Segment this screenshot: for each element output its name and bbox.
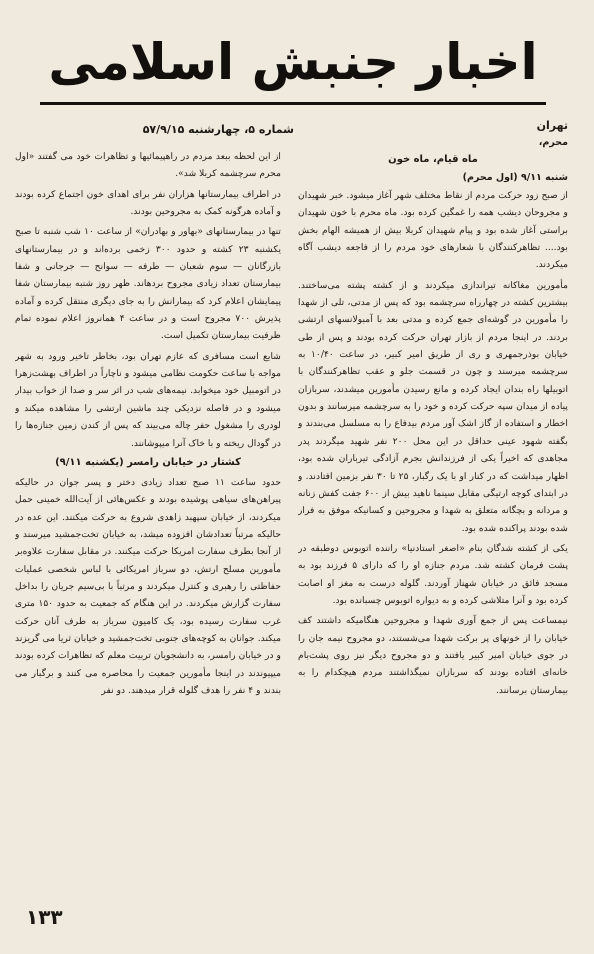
left-column (15, 148, 281, 900)
paragraph: از صبح زود حرکت مردم از نقاط مختلف شهر آغاز میشود. خبر شهیدان و مجروحان دیشب همه را غمگین کرده بود. ماه محرم با خون شهیدان براستی آغاز شده بود و پیام شهیدان کربلا بیش از همیشه الهام بخش بود.... تظاهرکنندگان با شعارهای خود مردم را از فاجعه دیشب آگاه میکردند. (298, 190, 568, 271)
paragraph: مأمورین مغاکانه تیراندازی میکردند و از کشته پشته می‌ساختند. بیشترین کشته در چهارراه سرچشمه بود که پس از مدتی، تلی از شهدا را مأمورین در گوشه‌ای جمع کرده و مدتی بعد با آمبولانسهای ارتشی بردند. در اینجا مردم از بازار تهران حرکت کرده بودند و پس از طی خیابان بوذرجمهری و ری از طریق امیر کبیر، در ساعت ۱۰/۴۰ به سرچشمه میرسند و چون در قسمت جلو و عقب تظاهرکنندگان با اتوبیلها راه بندان ایجاد کرده و مانع رسیدن مأمورین میشدند، سربازان پیاده از میدان سپه حرکت کرده و خود را به سرچشمه میرسانند و بدون اخطار و استفاده از گاز اشک آور مردم بیدفاع را به مسلسل می‌بندند و بگفته شهود عینی حداقل در این محل ۲۰۰ نفر شهید میگردند پدر مجاهدی که اخیراً یکی از فرزندانش بجرم آزادگی تیرباران شده بود، اظهار میداشت که در کنار او با یک رگبار، ۲۵ تا ۳۰ نفر بزمین افتادند. و در ابتدای کوچه ارتیگی مقابل سینما ناهید بیش از ۶۰۰ جفت کفش زنانه و مردانه و بچگانه متعلق به شهدا و مجروحین و کسانیکه موفق به فرار شده بودند پراکنده شده بود. (298, 279, 568, 534)
dateline: تهران (536, 119, 568, 132)
date-line: شنبه ۹/۱۱ (اول محرم) (462, 172, 568, 183)
paragraph: از این لحظه ببعد مردم در راهپیمائیها و تظاهرات خود می گفتند «اول محرم سرچشمه کربلا شد». (15, 151, 281, 180)
paragraph: شایع است مسافری که عازم تهران بود، بخاطر تاخیر ورود به شهر مواجه با ساعت حکومت نظامی میشود و ناچاراً در اطراف بهشت‌زهرا در اتومبیل خود میخوابد. نیمه‌های شب در اثر سر و صدا از خواب بیدار میشود و در فاصله نزدیکی چند ماشین ارتشی را مشاهده میکند و لودری را مشغول حفر چاله می‌بیند که پس از کندن زمین جنازه‌ها را در گودال ریخته و با خاک آنرا میپوشانند. (15, 350, 281, 449)
subline: محرم، (538, 137, 568, 148)
issue-line: شماره ۵، چهارشنبه ۵۷/۹/۱۵ (142, 123, 294, 136)
page-number: ۱۳۳ (26, 905, 63, 929)
paragraph: در اطراف بیمارستانها هزاران نفر برای اهدای خون اجتماع کرده بودند و آماده هرگونه کمک به مجروحین بودند. (15, 188, 281, 218)
section-heading: کشتار در خیابان رامسر (یکشنبه ۹/۱۱) (55, 456, 241, 468)
paragraph: نیمساعت پس از جمع آوری شهدا و مجروحین هنگامیکه داشتند کف خیابان را از خونهای پر برکت شهدا می‌شستند، دو مجروح نیمه جان را در جوی خیابان امیر کبیر یافتند و دو مجروح دیگر نیز روی پشت‌بام خانه‌ای افتاده بودند که سربازان نمیگذاشتند مردم هیچکدام را به بیمارستان برسانند. (298, 615, 568, 696)
paragraph: یکی از کشته شدگان بنام «اصغر استادنیا» راننده اتوبوس دوطبقه در پشت فرمان کشته شد. مردم جنازه او را که دارای ۵ فرزند بود به مسجد فائق در خیابان شهناز آوردند. گلوله درست به مغز او اصابت کرده بود و آنرا متلاشی کرده و به دیواره اتوبوس چسبانده بود. (298, 542, 568, 606)
right-column (298, 118, 568, 818)
paragraph: تنها در بیمارستانهای «بهاور و بهادران» از ساعت ۱۰ شب شنبه تا صبح یکشنبه ۲۳ کشته و حدود ۳۰۰ زخمی برده‌اند و در بیمارستانهای بازرگانان — سوم شعبان — طرفه — سوانح — جرجانی و شفا بیمارستان تعداد زیادی مجروح بردهاند. ظهر روز شنبه بیمارستان شفا پیمایشان اعلام کرد که بیمارانش را به جای دیگری منتقل کرده و آماده پذیرش ۷۰۰ مجروح است و در ساعت ۴ همانروز اعلام نموده تمام ظرفیت بیمارستان تکمیل است. (15, 226, 281, 342)
article-headline: ماه قیام، ماه خون (388, 154, 478, 165)
paragraph: حدود ساعت ۱۱ صبح تعداد زیادی دختر و پسر جوان در حالیکه پیراهن‌های سیاهی پوشیده بودند و عکس‌هائی از آیت‌الله خمینی حمل میکردند، از خیابان سپهبد زاهدی شروع به حرکت میکنند. این عده در حالیکه مرتباً تعدادشان افزوده میشد، به خیابان تخت‌جمشید میرسند و از آنجا بطرف سفارت امریکا حرکت میکنند. در مقابل سفارت علاوه‌بر مأمورین مسلح ارتش، دو سرباز امریکائی با لباس شخصی عملیات حفاظتی را رهبری و کنترل میکردند و مرتباً با بی‌سیم جریان را بداخل سفارت گزارش میکردند. در این هنگام که جمعیت به حدود ۱۵۰ متری غرب سفارت رسیده بود، یک کامیون سرباز به طرف آنان حرکت میکند. جوانان به کوچه‌های جنوبی تخت‌جمشید و خیابان ثریا می گریزند و در خیابان رامسر، به دانشجویان تربیت معلم که تظاهرات کرده بودند میپیوندند در اینجا مأمورین جمعیت را محاصره می کنند و برگبار می بندند و ۴ نفر را هدف گلوله قرار میدهند. دو نفر (15, 476, 281, 696)
masthead-title: اخبار جنبش اسلامی (40, 22, 546, 105)
